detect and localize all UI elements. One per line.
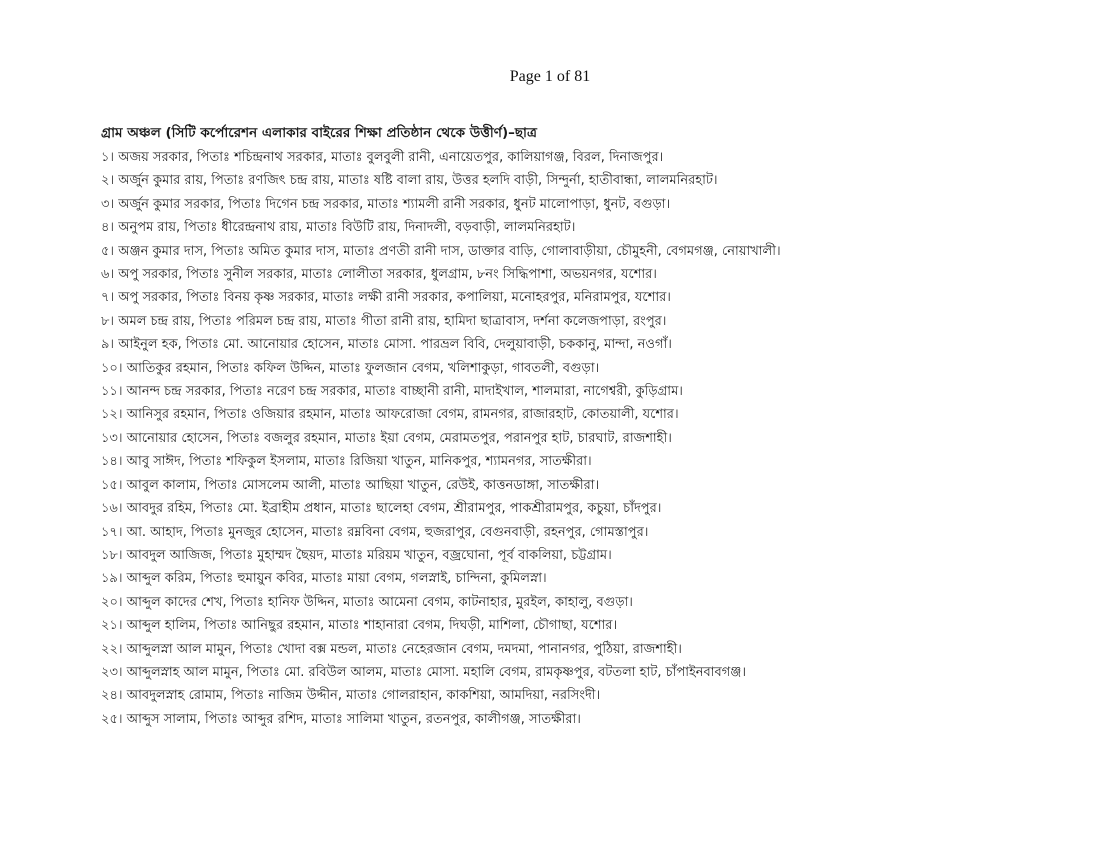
entry-text: আনোয়ার হোসেন, পিতাঃ বজলুর রহমান, মাতাঃ ইয়া বেগম, মেরামতপুর, পরানপুর হাট, চারঘাট, রাজশাহী।	[126, 430, 672, 446]
entry-text: আনিসুর রহমান, পিতাঃ ওজিয়ার রহমান, মাতাঃ আফরোজা বেগম, রামনগর, রাজারহাট, কোতয়ালী, যশোর।	[126, 407, 679, 423]
entry-number: ১৪।	[101, 454, 123, 470]
list-item	[101, 567, 1061, 590]
list-item	[101, 333, 1061, 356]
page-number-header: Page 1 of 81	[509, 68, 591, 85]
entry-number: ১২।	[101, 407, 123, 423]
list-item	[101, 427, 1061, 450]
entry-number: ৩।	[101, 196, 115, 212]
entry-text: আইনুল হক, পিতাঃ মো. আনোয়ার হোসেন, মাতাঃ মোসা. পারভ্রল বিবি, দেলুয়াবাড়ী, চককানু, মান্দা, নওগাঁ।	[118, 337, 672, 353]
list-item	[101, 357, 1061, 380]
student-list	[101, 146, 1061, 731]
list-item	[101, 684, 1061, 707]
entry-text: অপু সরকার, পিতাঃ সুনীল সরকার, মাতাঃ লোলীতা সরকার, ধুলগ্রাম, ৮নং সিদ্ধিপাশা, অভয়নগর, যশোর।	[118, 267, 657, 283]
list-item	[101, 403, 1061, 426]
section-heading: গ্রাম অঞ্চল (সিটি কর্পোরেশন এলাকার বাইরের শিক্ষা প্রতিষ্ঠান থেকে উত্তীর্ণ)–ছাত্র	[101, 125, 537, 141]
entry-number: ৭।	[101, 290, 115, 306]
entry-text: অর্জুন কুমার সরকার, পিতাঃ দিগেন চন্দ্র সরকার, মাতাঃ শ্যামলী রানী সরকার, ধুনট মালোপাড়া, ধুনট, বগুড়া।	[118, 196, 671, 212]
entry-number: ৯।	[101, 337, 115, 353]
list-item	[101, 708, 1061, 731]
entry-number: ২।	[101, 173, 115, 189]
entry-text: আবুল কালাম, পিতাঃ মোসলেম আলী, মাতাঃ আছিয়া খাতুন, রেউই, কাত্তনডাঙ্গা, সাতক্ষীরা।	[126, 477, 600, 493]
entry-number: ২২।	[101, 641, 123, 657]
entry-number: ৫।	[101, 243, 115, 259]
entry-text: আ. আহাদ, পিতাঃ মুনজুর হোসেন, মাতাঃ রম্নবিনা বেগম, হুজরাপুর, বেগুনবাড়ী, রহনপুর, গোমস্তাপুর।	[126, 524, 649, 540]
entry-number: ৪।	[101, 220, 115, 236]
entry-text: অপু সরকার, পিতাঃ বিনয় কৃষ্ণ সরকার, মাতাঃ লক্ষী রানী সরকার, কপালিয়া, মনোহরপুর, মনিরামপুর, যশোর।	[118, 290, 671, 306]
entry-text: অঞ্জন কুমার দাস, পিতাঃ অমিত কুমার দাস, মাতাঃ প্রণতী রানী দাস, ডাক্তার বাড়ি, গোলাবাড়ীয়া, চৌমুহনী, বেগমগঞ্জ, নোয়াখালী।	[118, 243, 781, 259]
entry-number: ১৯।	[101, 571, 123, 587]
list-item	[101, 169, 1061, 192]
entry-text: আব্দুল করিম, পিতাঃ হুমায়ুন কবির, মাতাঃ মায়া বেগম, গলস্নাই, চান্দিনা, কুমিলস্না।	[126, 571, 547, 587]
entry-text: আব্দুল হালিম, পিতাঃ আনিছুর রহমান, মাতাঃ শাহানারা বেগম, দিঘড়ী, মাশিলা, চৌগাছা, যশোর।	[126, 618, 618, 634]
entry-number: ১৫।	[101, 477, 123, 493]
entry-text: আবু সাঈদ, পিতাঃ শফিকুল ইসলাম, মাতাঃ রিজিয়া খাতুন, মানিকপুর, শ্যামনগর, সাতক্ষীরা।	[126, 454, 592, 470]
list-item	[101, 614, 1061, 637]
list-item	[101, 591, 1061, 614]
entry-text: অনুপম রায়, পিতাঃ ধীরেন্দ্রনাথ রায়, মাতাঃ বিউটি রায়, দিনাদলী, বড়বাড়ী, লালমনিরহাট।	[118, 220, 576, 236]
list-item	[101, 450, 1061, 473]
list-item	[101, 661, 1061, 684]
list-item	[101, 286, 1061, 309]
list-item	[101, 521, 1061, 544]
entry-number: ১৭।	[101, 524, 123, 540]
list-item	[101, 544, 1061, 567]
list-item	[101, 638, 1061, 661]
entry-text: আবদুল আজিজ, পিতাঃ মুহাম্মদ ছৈয়দ, মাতাঃ মরিয়ম খাতুন, বজ্রঘোনা, পূর্ব বাকলিয়া, চট্টগ্রাম।	[126, 547, 612, 563]
entry-number: ১৮।	[101, 547, 123, 563]
entry-text: আতিকুর রহমান, পিতাঃ কফিল উদ্দিন, মাতাঃ ফুলজান বেগম, খলিশাকুড়া, গাবতলী, বগুড়া।	[126, 360, 600, 376]
entry-text: অজয় সরকার, পিতাঃ শচিন্দ্রনাথ সরকার, মাতাঃ বুলবুলী রানী, এনায়েতপুর, কালিয়াগঞ্জ, বিরল, দিনাজপুর।	[118, 150, 664, 165]
entry-number: ১৩।	[101, 430, 123, 446]
entry-number: ২৪।	[101, 688, 123, 704]
entry-number: ১৬।	[101, 501, 123, 517]
list-item	[101, 380, 1061, 403]
entry-number: ২০।	[101, 594, 123, 610]
list-item	[101, 193, 1061, 216]
list-item	[101, 474, 1061, 497]
entry-number: ৮।	[101, 313, 115, 329]
entry-text: আনন্দ চন্দ্র সরকার, পিতাঃ নরেণ চন্দ্র সরকার, মাতাঃ বাচ্ছানী রানী, মাদাইখাল, শালমারা, নাগেশ্বরী, কুড়িগ্রাম।	[126, 384, 683, 400]
entry-number: ১০।	[101, 360, 123, 376]
list-item	[101, 240, 1061, 263]
entry-number: ২৫।	[101, 711, 123, 727]
entry-text: আব্দুলস্না আল মামুন, পিতাঃ খোদা বক্স মন্ডল, মাতাঃ নেহেরজান বেগম, দমদমা, পানানগর, পুঠিয়া, রাজশাহী।	[126, 641, 682, 657]
list-item	[101, 146, 1061, 169]
list-item	[101, 216, 1061, 239]
list-item	[101, 263, 1061, 286]
list-item	[101, 497, 1061, 520]
entry-text: আব্দুস সালাম, পিতাঃ আব্দুর রশিদ, মাতাঃ সালিমা খাতুন, রতনপুর, কালীগঞ্জ, সাতক্ষীরা।	[126, 711, 581, 727]
entry-text: অমল চন্দ্র রায়, পিতাঃ পরিমল চন্দ্র রায়, মাতাঃ গীতা রানী রায়, হামিদা ছাত্রাবাস, দর্শনা কলেজপাড়া, রংপুর।	[118, 313, 667, 329]
list-item	[101, 310, 1061, 333]
document-body	[101, 122, 1061, 731]
entry-number: ২৩।	[101, 664, 123, 680]
entry-text: আবদুলস্নাহ রোমাম, পিতাঃ নাজিম উদ্দীন, মাতাঃ গোলরাহান, কাকশিয়া, আমদিয়া, নরসিংদী।	[126, 688, 601, 704]
entry-text: অর্জুন কুমার রায়, পিতাঃ রণজিৎ চন্দ্র রায়, মাতাঃ ষষ্টি বালা রায়, উত্তর হলদি বাড়ী, সিন্দুর্না, হাতীবান্ধা, লালমনিরহাট।	[118, 173, 718, 189]
entry-number: ৬।	[101, 267, 115, 283]
entry-text: আব্দুল কাদের শেখ, পিতাঃ হানিফ উদ্দিন, মাতাঃ আমেনা বেগম, কাটনাহার, মুরইল, কাহালু, বগুড়া।	[126, 594, 633, 610]
entry-text: আব্দুলস্নাহ আল মামুন, পিতাঃ মো. রবিউল আলম, মাতাঃ মোসা. মহালি বেগম, রামকৃষ্ণপুর, বটতলা হাট, চাঁপাইনবাবগঞ্জ।	[126, 664, 747, 680]
entry-number: ১।	[101, 150, 115, 165]
entry-text: আবদুর রহিম, পিতাঃ মো. ইব্রাহীম প্রধান, মাতাঃ ছালেহা বেগম, শ্রীরামপুর, পাকশ্রীরামপুর, কচুয়া, চাঁদপুর।	[126, 501, 662, 517]
entry-number: ২১।	[101, 618, 123, 634]
entry-number: ১১।	[101, 384, 123, 400]
